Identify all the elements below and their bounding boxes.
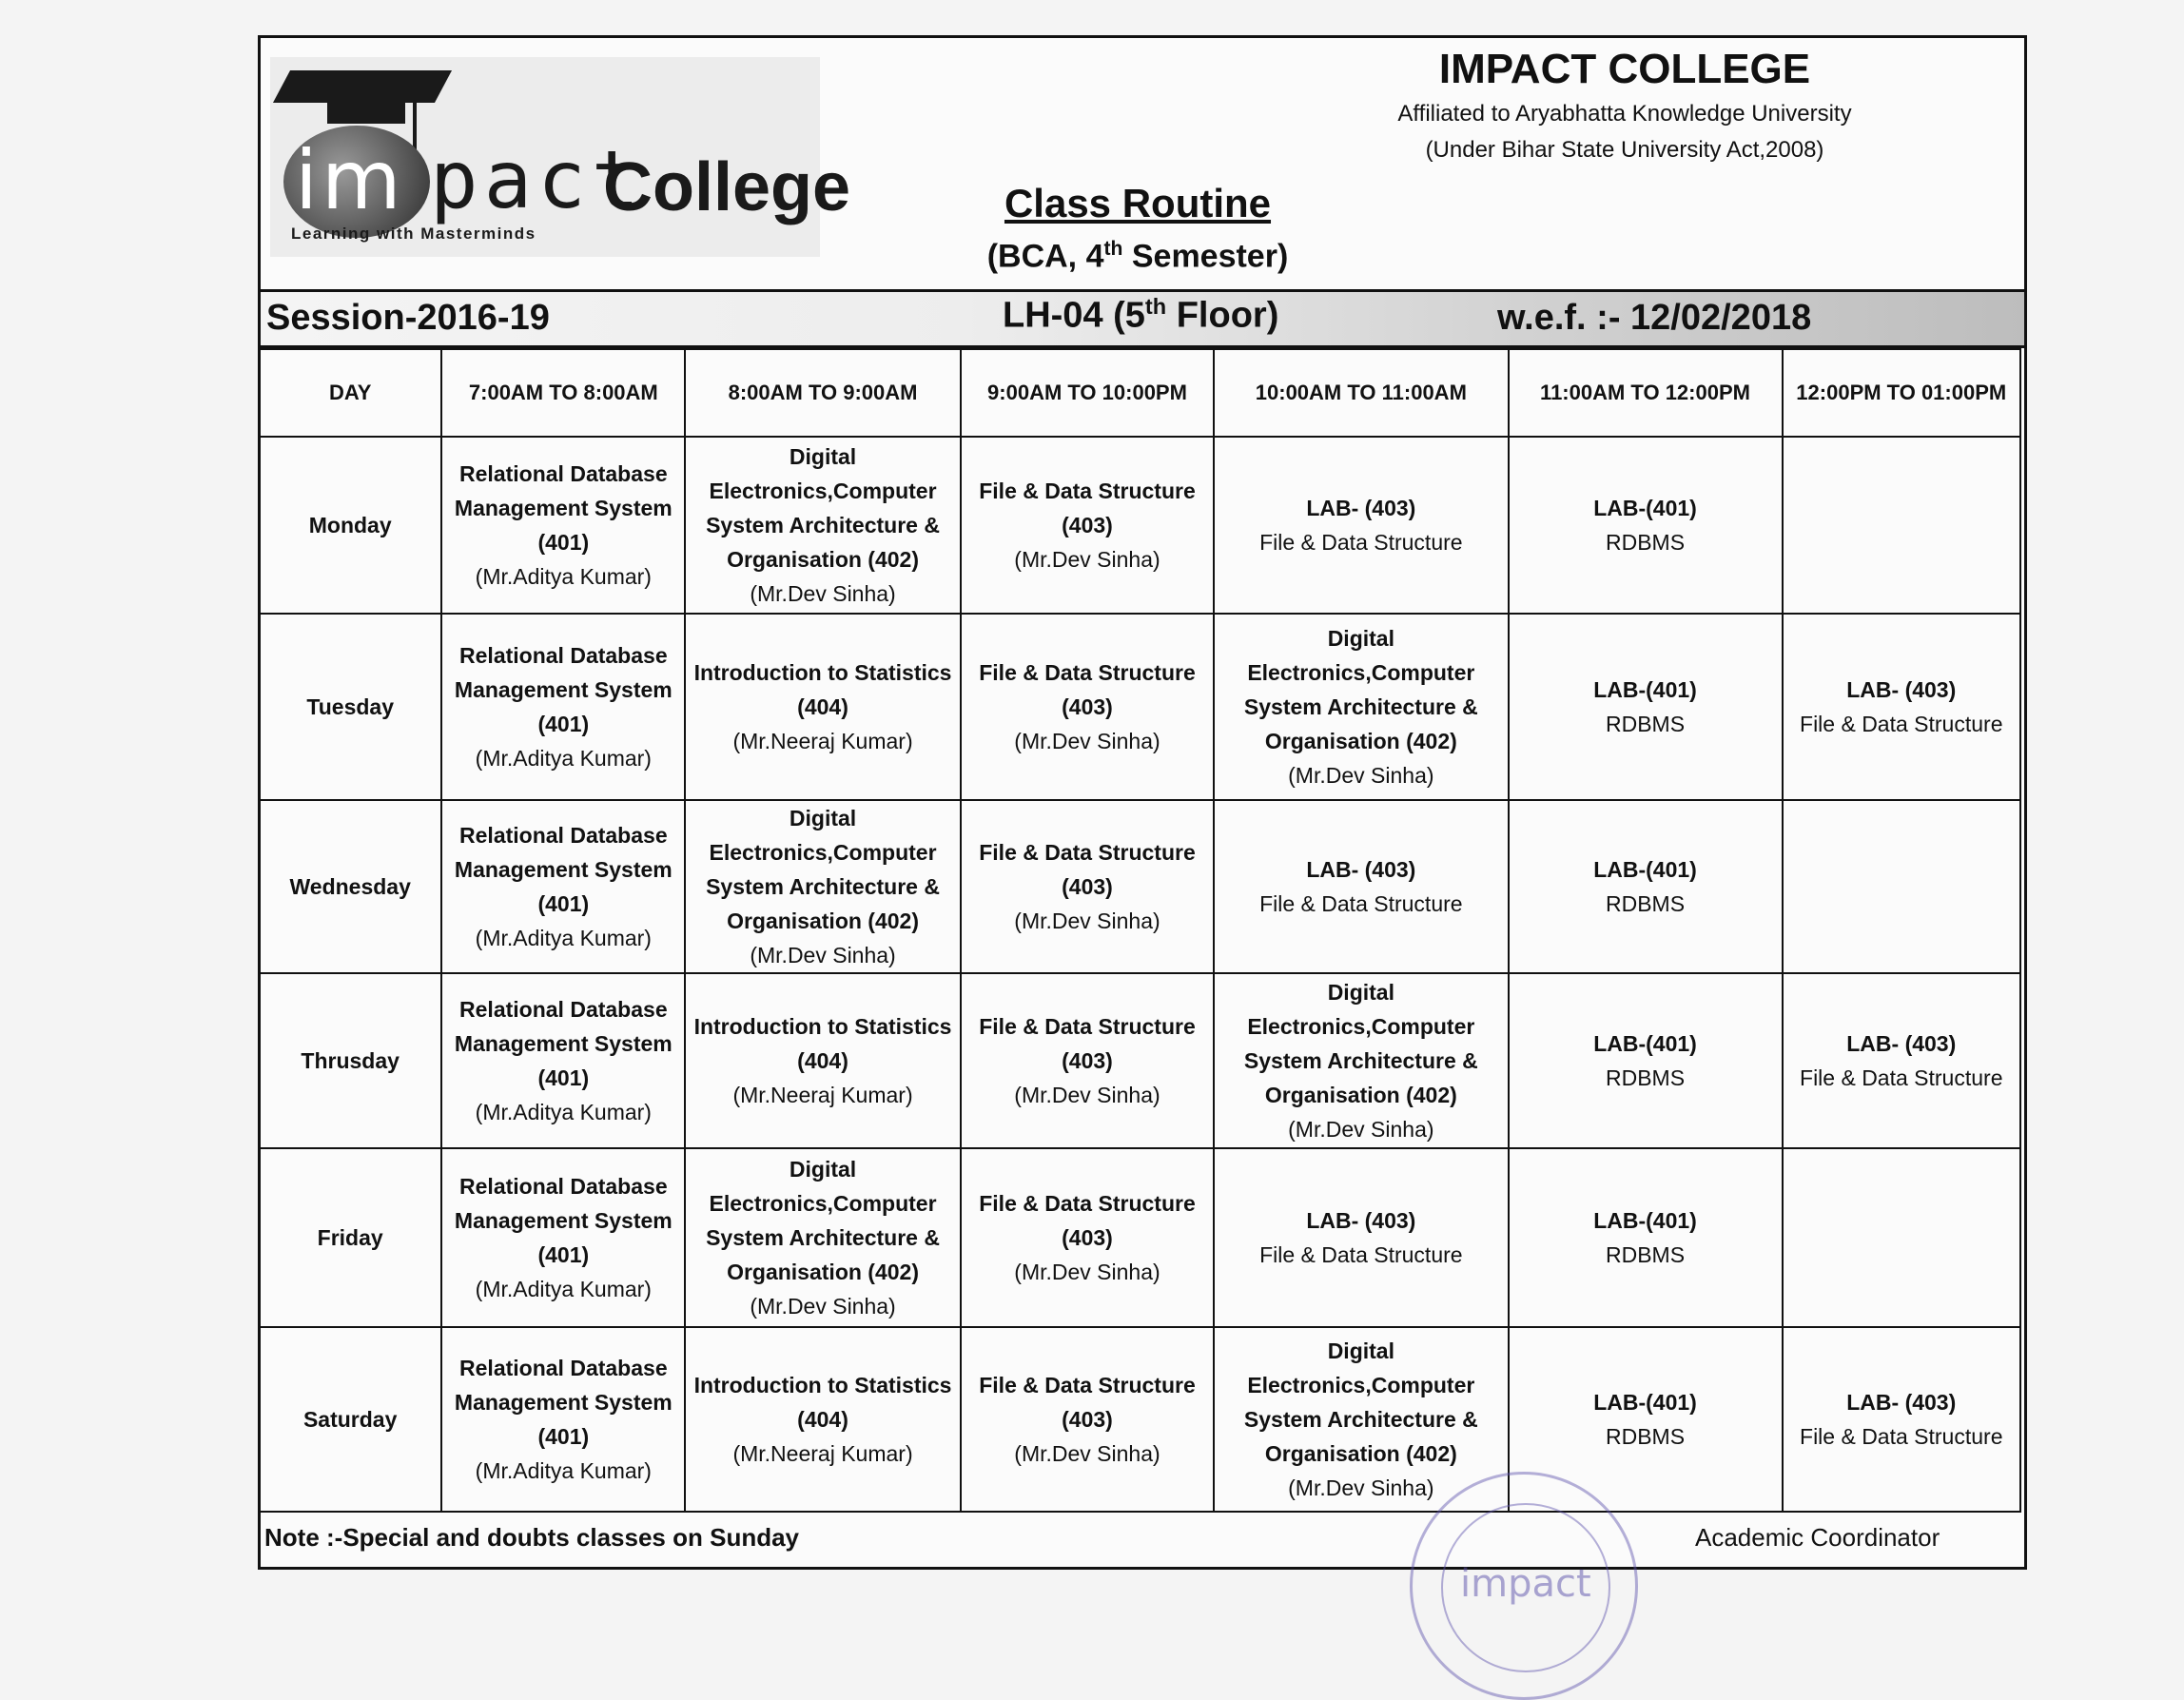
routine-cell (441, 973, 685, 1148)
routine-cell (1509, 973, 1783, 1148)
routine-cell (961, 614, 1214, 800)
routine-cell (1509, 1148, 1783, 1327)
teacher-text: File & Data Structure (1259, 1242, 1463, 1267)
teacher-text: RDBMS (1605, 1424, 1686, 1449)
graduation-cap-icon (273, 70, 452, 103)
academic-coordinator-label: Academic Coordinator (1695, 1523, 1940, 1552)
day-cell: Tuesday (259, 614, 441, 800)
teacher-text: RDBMS (1605, 891, 1686, 916)
routine-cell (441, 1148, 685, 1327)
teacher-text: (Mr.Dev Sinha) (1288, 1475, 1434, 1500)
routine-cell (961, 1148, 1214, 1327)
table-row (259, 800, 2020, 973)
routine-cell (685, 614, 961, 800)
teacher-text: File & Data Structure (1800, 712, 2003, 736)
semester-ordinal: th (1103, 238, 1123, 260)
subject-text: LAB-(401) (1593, 677, 1697, 702)
stamp-text: impact (1460, 1562, 1591, 1606)
routine-table (258, 348, 2021, 1513)
floor-ordinal: th (1144, 294, 1167, 319)
routine-table-body (259, 437, 2020, 1512)
table-row (259, 614, 2020, 800)
teacher-text: RDBMS (1605, 1065, 1686, 1090)
routine-cell (441, 614, 685, 800)
subject-text: Relational Database Management System (401) (454, 823, 673, 916)
routine-cell (1783, 614, 2020, 800)
routine-cell (1214, 437, 1508, 614)
subject-text: Relational Database Management System (401) (454, 997, 673, 1090)
column-header: 11:00AM TO 12:00PM (1509, 349, 1783, 437)
day-cell: Friday (259, 1148, 441, 1327)
column-header: 8:00AM TO 9:00AM (685, 349, 961, 437)
teacher-text: (Mr.Neeraj Kumar) (732, 1441, 913, 1466)
column-header: 12:00PM TO 01:00PM (1783, 349, 2020, 437)
subject-text: LAB-(401) (1593, 1208, 1697, 1233)
subject-text: Relational Database Management System (401) (454, 461, 673, 555)
subject-text: LAB- (403) (1306, 857, 1416, 882)
routine-cell (1214, 800, 1508, 973)
day-cell: Wednesday (259, 800, 441, 973)
course-semester (947, 238, 1328, 275)
teacher-text: (Mr.Dev Sinha) (1288, 763, 1434, 788)
subject-text: LAB- (403) (1306, 496, 1416, 520)
routine-cell (685, 800, 961, 973)
day-cell: Saturday (259, 1327, 441, 1512)
teacher-text: RDBMS (1605, 530, 1686, 555)
session-label: Session-2016-19 (266, 298, 550, 338)
teacher-text: (Mr.Dev Sinha) (750, 581, 896, 606)
table-row (259, 1148, 2020, 1327)
routine-cell (1214, 614, 1508, 800)
routine-cell (1214, 973, 1508, 1148)
subject-text: Digital Electronics,Computer System Architecture & Organisation (402) (706, 1157, 940, 1284)
subject-text: File & Data Structure (403) (979, 1191, 1196, 1250)
subject-text: File & Data Structure (403) (979, 660, 1196, 719)
table-row (259, 437, 2020, 614)
subject-text: LAB- (403) (1846, 677, 1957, 702)
document-footer (261, 1477, 2024, 1606)
subject-text: LAB- (403) (1846, 1031, 1957, 1056)
lecture-hall-text: LH-04 (5 (1003, 295, 1145, 336)
teacher-text: (Mr.Aditya Kumar) (475, 1100, 652, 1124)
routine-cell (961, 437, 1214, 614)
subject-text: LAB- (403) (1306, 1208, 1416, 1233)
teacher-text: (Mr.Aditya Kumar) (475, 1277, 652, 1301)
subject-text: Digital Electronics,Computer System Architecture & Organisation (402) (1243, 626, 1478, 753)
table-row (259, 973, 2020, 1148)
class-routine-document (258, 35, 2027, 1606)
session-bar (261, 289, 2024, 348)
routine-cell (961, 973, 1214, 1148)
subject-text: Digital Electronics,Computer System Architecture & Organisation (402) (1243, 980, 1478, 1107)
course-semester-text: (BCA, 4 (986, 238, 1104, 275)
teacher-text: (Mr.Neeraj Kumar) (732, 1083, 913, 1107)
subject-text: LAB-(401) (1593, 857, 1697, 882)
teacher-text: (Mr.Aditya Kumar) (475, 1458, 652, 1483)
routine-cell (1783, 973, 2020, 1148)
subject-text: Digital Electronics,Computer System Architecture & Organisation (402) (1243, 1339, 1478, 1466)
teacher-text: (Mr.Aditya Kumar) (475, 746, 652, 771)
day-cell: Monday (259, 437, 441, 614)
logo-tagline: Learning with Masterminds (291, 225, 536, 243)
logo-im-text: im (295, 133, 405, 228)
college-name: IMPACT COLLEGE (1438, 46, 1811, 92)
routine-cell (1783, 800, 2020, 973)
subject-text: Relational Database Management System (401) (454, 643, 673, 736)
subject-text: LAB- (403) (1846, 1390, 1957, 1415)
teacher-text: File & Data Structure (1800, 1424, 2003, 1449)
subject-text: LAB-(401) (1593, 1031, 1697, 1056)
routine-cell (685, 1148, 961, 1327)
subject-text: LAB-(401) (1593, 496, 1697, 520)
routine-cell (1783, 437, 2020, 614)
subject-text: File & Data Structure (403) (979, 1373, 1196, 1432)
affiliation-line: Affiliated to Aryabhatta Knowledge University (1397, 101, 1852, 127)
college-logo (270, 57, 851, 257)
subject-text: Relational Database Management System (401) (454, 1356, 673, 1449)
graduation-cap-base (327, 99, 405, 124)
lecture-hall-label (1003, 294, 1278, 337)
routine-cell (441, 800, 685, 973)
subject-text: Introduction to Statistics (404) (693, 1373, 952, 1432)
routine-cell (1509, 614, 1783, 800)
teacher-text: (Mr.Dev Sinha) (1014, 1083, 1160, 1107)
logo-college-text: College (603, 149, 851, 225)
subject-text: File & Data Structure (403) (979, 840, 1196, 899)
teacher-text: (Mr.Neeraj Kumar) (732, 729, 913, 753)
university-act-line: (Under Bihar State University Act,2008) (1425, 137, 1824, 163)
routine-cell (1509, 800, 1783, 973)
floor-text: Floor) (1166, 295, 1279, 336)
column-header: 9:00AM TO 10:00PM (961, 349, 1214, 437)
teacher-text: File & Data Structure (1800, 1065, 2003, 1090)
logo-act-text: pact (430, 133, 646, 226)
teacher-text: (Mr.Dev Sinha) (1014, 1441, 1160, 1466)
teacher-text: File & Data Structure (1259, 891, 1463, 916)
page-title: Class Routine (1004, 181, 1272, 225)
teacher-text: (Mr.Aditya Kumar) (475, 926, 652, 950)
college-stamp (1410, 1472, 1638, 1700)
table-header-row (259, 349, 2020, 437)
course-semester-suffix: Semester) (1122, 238, 1289, 275)
column-header: 10:00AM TO 11:00AM (1214, 349, 1508, 437)
subject-text: Introduction to Statistics (404) (693, 660, 952, 719)
teacher-text: (Mr.Dev Sinha) (1288, 1117, 1434, 1142)
teacher-text: RDBMS (1605, 1242, 1686, 1267)
teacher-text: (Mr.Dev Sinha) (1014, 1260, 1160, 1284)
day-cell: Thrusday (259, 973, 441, 1148)
routine-cell (685, 437, 961, 614)
subject-text: LAB-(401) (1593, 1390, 1697, 1415)
subject-text: Relational Database Management System (401) (454, 1174, 673, 1267)
column-header: 7:00AM TO 8:00AM (441, 349, 685, 437)
teacher-text: (Mr.Dev Sinha) (1014, 729, 1160, 753)
subject-text: File & Data Structure (403) (979, 479, 1196, 537)
document-header (261, 38, 2024, 289)
teacher-text: (Mr.Dev Sinha) (750, 1294, 896, 1319)
teacher-text: (Mr.Aditya Kumar) (475, 564, 652, 589)
column-header: DAY (259, 349, 441, 437)
teacher-text: (Mr.Dev Sinha) (1014, 547, 1160, 572)
subject-text: File & Data Structure (403) (979, 1014, 1196, 1073)
teacher-text: File & Data Structure (1259, 530, 1463, 555)
subject-text: Digital Electronics,Computer System Architecture & Organisation (402) (706, 806, 940, 933)
footer-note: Note :-Special and doubts classes on Sunday (264, 1523, 800, 1552)
routine-cell (1214, 1148, 1508, 1327)
teacher-text: (Mr.Dev Sinha) (750, 943, 896, 967)
routine-cell (685, 973, 961, 1148)
subject-text: Introduction to Statistics (404) (693, 1014, 952, 1073)
teacher-text: RDBMS (1605, 712, 1686, 736)
routine-cell (441, 437, 685, 614)
routine-cell (1509, 437, 1783, 614)
effective-date: w.e.f. :- 12/02/2018 (1497, 298, 1812, 338)
teacher-text: (Mr.Dev Sinha) (1014, 909, 1160, 933)
routine-cell (961, 800, 1214, 973)
routine-cell (1783, 1148, 2020, 1327)
subject-text: Digital Electronics,Computer System Architecture & Organisation (402) (706, 444, 940, 572)
